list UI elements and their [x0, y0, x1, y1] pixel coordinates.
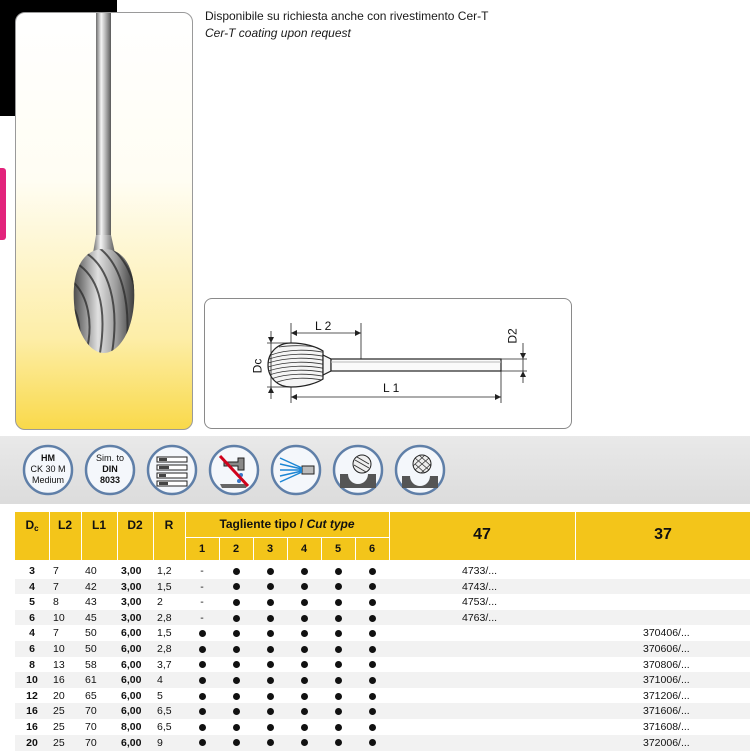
cut-available-dot	[267, 677, 274, 684]
cut-available-dot	[335, 583, 342, 590]
cell-d2: 6,00	[121, 674, 142, 687]
cell-cut-2	[219, 703, 253, 719]
dimension-label-l2: L 2	[315, 319, 332, 333]
cut-available-dot	[267, 693, 274, 700]
cell-l2: 13	[53, 658, 65, 671]
cut-available-dot	[267, 708, 274, 715]
cut-available-dot	[369, 599, 376, 606]
cell-cut-1: -	[200, 596, 204, 609]
cut-available-dot	[369, 693, 376, 700]
cell-l2: 8	[53, 596, 59, 609]
cell-dc: 16	[26, 705, 38, 718]
coating-note-italian: Disponibile su richiesta anche con rivestimento Cer-T	[205, 9, 489, 23]
cut-available-dot	[301, 724, 308, 731]
cell-cut-2	[219, 563, 253, 579]
column-header-cut-type	[185, 517, 389, 531]
cut-available-dot	[267, 583, 274, 590]
cut-column-1: 1	[198, 543, 206, 555]
cut-available-dot	[267, 661, 274, 668]
cut-available-dot	[233, 739, 240, 746]
cut-available-dot	[369, 724, 376, 731]
cell-cut-3	[253, 688, 287, 704]
cut-available-dot	[369, 583, 376, 590]
cell-cut-6	[355, 579, 389, 595]
cell-l2: 20	[53, 689, 65, 702]
cell-cut-4	[287, 672, 321, 688]
cell-cut-4	[287, 657, 321, 673]
cut-available-dot	[369, 646, 376, 653]
cell-ref-47	[462, 719, 572, 735]
header-divider	[185, 537, 389, 538]
burr-tool-image	[16, 13, 192, 429]
cell-cut-4	[287, 610, 321, 626]
cell-cut-5	[321, 688, 355, 704]
cell-cut-6	[355, 688, 389, 704]
cell-cut-4	[287, 563, 321, 579]
cell-l1: 50	[85, 627, 97, 640]
cell-cut-3	[253, 703, 287, 719]
cell-ref-47: 4763/...	[462, 611, 498, 624]
cell-ref-37: 372006/...	[643, 736, 690, 749]
cell-ref-47	[462, 672, 572, 688]
cell-dc: 5	[29, 596, 35, 609]
cell-r: 9	[157, 736, 163, 749]
table-row	[15, 641, 750, 657]
cell-cut-2	[219, 735, 253, 751]
cell-cut-2	[219, 641, 253, 657]
cell-dc: 12	[26, 689, 38, 702]
column-header-l1: L1	[91, 518, 106, 532]
cell-l2: 25	[53, 736, 65, 749]
cell-cut-5	[321, 594, 355, 610]
cell-dc: 4	[29, 627, 35, 640]
cell-r: 5	[157, 689, 163, 702]
cell-ref-47	[462, 625, 572, 641]
cell-d2: 6,00	[121, 689, 142, 702]
cell-ref-37: 371006/...	[643, 674, 690, 687]
table-row	[15, 672, 750, 688]
cell-ref-47: 4753/...	[462, 596, 498, 609]
cell-l1: 70	[85, 705, 97, 718]
cut-available-dot	[301, 568, 308, 575]
cell-ref-37: 371608/...	[643, 721, 690, 733]
cut-available-dot	[301, 708, 308, 715]
cut-available-dot	[301, 615, 308, 622]
cell-dc: 8	[29, 658, 35, 671]
standard-number: 8033	[99, 475, 121, 485]
cell-cut-6	[355, 672, 389, 688]
cut-available-dot	[233, 724, 240, 731]
cell-cut-6	[355, 657, 389, 673]
cell-l2: 7	[53, 627, 59, 640]
cell-ref-47	[462, 657, 572, 673]
column-header-dc-sub: c	[34, 524, 39, 533]
cell-r: 4	[157, 674, 163, 687]
cell-dc: 6	[29, 643, 35, 655]
cut-type-italian: Tagliente tipo /	[219, 517, 304, 531]
cell-dc: 20	[26, 736, 38, 749]
cell-cut-6	[355, 641, 389, 657]
cut-available-dot	[199, 661, 206, 668]
cell-cut-1	[185, 735, 219, 751]
cut-available-dot	[233, 693, 240, 700]
cell-l1: 70	[85, 721, 97, 733]
table-row	[15, 594, 750, 610]
cell-r: 6,5	[157, 705, 172, 718]
coating-note-english: Cer-T coating upon request	[205, 26, 351, 40]
cell-ref-47	[462, 703, 572, 719]
cut-available-dot	[335, 724, 342, 731]
cell-l1: 43	[85, 596, 97, 609]
table-row	[15, 657, 750, 673]
cell-cut-6	[355, 703, 389, 719]
cell-cut-5	[321, 657, 355, 673]
cell-cut-3	[253, 672, 287, 688]
cell-ref-37: 370406/...	[643, 627, 690, 640]
cell-cut-4	[287, 625, 321, 641]
cut-available-dot	[233, 615, 240, 622]
cut-column-3: 3	[266, 543, 274, 555]
standard-name: DIN	[102, 464, 118, 474]
cut-column-4: 4	[300, 543, 308, 555]
cell-cut-1: -	[200, 580, 204, 593]
cut-available-dot	[233, 568, 240, 575]
cut-available-dot	[267, 599, 274, 606]
cell-cut-5	[321, 719, 355, 735]
cell-r: 1,5	[157, 580, 172, 593]
cut-available-dot	[335, 708, 342, 715]
table-row	[15, 610, 750, 626]
cell-ref-37	[643, 579, 750, 595]
cell-cut-2	[219, 579, 253, 595]
cell-ref-37: 370806/...	[643, 658, 690, 671]
cut-available-dot	[267, 724, 274, 731]
cell-cut-1: -	[200, 611, 204, 624]
cell-l2: 10	[53, 643, 65, 655]
cell-d2: 6,00	[121, 705, 142, 718]
cell-d2: 3,00	[121, 565, 142, 577]
cell-cut-3	[253, 719, 287, 735]
cell-d2: 6,00	[121, 736, 142, 749]
table-row	[15, 563, 750, 579]
standard-prefix: Sim. to	[95, 453, 124, 463]
cut-type-icon	[332, 444, 384, 496]
cell-r: 2,8	[157, 611, 172, 624]
cut-available-dot	[301, 677, 308, 684]
column-header-37: 37	[654, 526, 672, 543]
cell-r: 6,5	[157, 721, 172, 733]
cell-cut-4	[287, 735, 321, 751]
cell-ref-47	[462, 688, 572, 704]
dimension-drawing	[204, 298, 572, 429]
cell-cut-1	[185, 703, 219, 719]
cell-r: 1,5	[157, 627, 172, 640]
cut-available-dot	[267, 615, 274, 622]
cut-available-dot	[369, 677, 376, 684]
cell-cut-5	[321, 672, 355, 688]
table-row	[15, 579, 750, 595]
cut-available-dot	[335, 661, 342, 668]
cell-d2: 6,00	[121, 627, 142, 640]
cut-available-dot	[335, 615, 342, 622]
cell-ref-37: 370606/...	[643, 643, 690, 655]
cell-dc: 6	[29, 611, 35, 624]
cut-column-5: 5	[334, 543, 342, 555]
cell-cut-3	[253, 641, 287, 657]
cut-available-dot	[199, 693, 206, 700]
cell-d2: 3,00	[121, 580, 142, 593]
product-image-panel	[15, 12, 193, 430]
cell-dc: 16	[26, 721, 38, 733]
cell-cut-2	[219, 610, 253, 626]
cut-available-dot	[233, 677, 240, 684]
cell-cut-2	[219, 688, 253, 704]
cut-available-dot	[199, 646, 206, 653]
cell-cut-1	[185, 688, 219, 704]
cut-available-dot	[335, 568, 342, 575]
cell-l1: 42	[85, 580, 97, 593]
cut-available-dot	[199, 724, 206, 731]
cell-cut-3	[253, 579, 287, 595]
dimension-label-l1: L 1	[383, 381, 400, 395]
cell-d2: 6,00	[121, 643, 142, 655]
cell-ref-37: 371606/...	[643, 705, 690, 718]
dimension-label-d2: D2	[505, 328, 520, 344]
cut-available-dot	[267, 630, 274, 637]
table-row	[15, 688, 750, 704]
cut-available-dot	[199, 739, 206, 746]
cell-l1: 70	[85, 736, 97, 749]
cut-available-dot	[267, 739, 274, 746]
cut-column-6: 6	[368, 543, 376, 555]
cell-cut-1	[185, 625, 219, 641]
cell-ref-47	[462, 641, 572, 657]
dimension-label-dc: Dc	[250, 358, 265, 374]
material-badge-icon	[22, 444, 74, 496]
cut-available-dot	[369, 615, 376, 622]
cut-available-dot	[335, 677, 342, 684]
cell-cut-1	[185, 657, 219, 673]
cut-available-dot	[199, 708, 206, 715]
cut-available-dot	[301, 646, 308, 653]
cell-r: 2	[157, 596, 163, 609]
cell-cut-6	[355, 625, 389, 641]
cell-cut-1	[185, 672, 219, 688]
cut-column-2: 2	[232, 543, 240, 555]
cell-cut-4	[287, 641, 321, 657]
cell-dc: 3	[29, 565, 35, 577]
cell-cut-2	[219, 657, 253, 673]
cell-cut-6	[355, 563, 389, 579]
table-row	[15, 735, 750, 751]
cell-r: 2,8	[157, 643, 172, 655]
cell-l2: 25	[53, 721, 65, 733]
cell-cut-2	[219, 625, 253, 641]
cell-l2: 16	[53, 674, 65, 687]
cell-cut-3	[253, 657, 287, 673]
cell-cut-6	[355, 719, 389, 735]
cell-ref-47: 4733/...	[462, 565, 498, 577]
column-header-r: R	[164, 518, 174, 532]
cell-dc: 4	[29, 580, 35, 593]
cell-cut-2	[219, 594, 253, 610]
cell-cut-1	[185, 641, 219, 657]
column-header-dc-main: D	[25, 518, 35, 532]
cut-available-dot	[369, 661, 376, 668]
cell-r: 3,7	[157, 658, 172, 671]
cell-cut-5	[321, 735, 355, 751]
cell-r: 1,2	[157, 565, 172, 577]
cell-dc: 10	[26, 674, 38, 687]
table-row	[15, 703, 750, 719]
cut-available-dot	[369, 708, 376, 715]
cut-available-dot	[199, 630, 206, 637]
cut-available-dot	[233, 599, 240, 606]
cell-d2: 6,00	[121, 658, 142, 671]
cell-l1: 61	[85, 674, 97, 687]
cut-available-dot	[369, 739, 376, 746]
cut-available-dot	[369, 568, 376, 575]
cell-cut-5	[321, 563, 355, 579]
cell-cut-5	[321, 625, 355, 641]
cell-d2: 8,00	[121, 721, 142, 733]
cell-l2: 25	[53, 705, 65, 718]
material-spec: CK 30 M	[30, 464, 66, 474]
cell-l1: 58	[85, 658, 97, 671]
cell-cut-2	[219, 719, 253, 735]
cell-cut-3	[253, 563, 287, 579]
cell-cut-6	[355, 735, 389, 751]
cut-available-dot	[301, 599, 308, 606]
cell-cut-3	[253, 594, 287, 610]
cell-cut-5	[321, 703, 355, 719]
cut-available-dot	[233, 646, 240, 653]
cut-available-dot	[369, 630, 376, 637]
cut-available-dot	[301, 583, 308, 590]
cell-cut-1	[185, 719, 219, 735]
column-header-l2: L2	[57, 518, 72, 532]
cell-ref-37: 371206/...	[643, 689, 690, 702]
cell-ref-37	[643, 563, 750, 579]
cell-l1: 65	[85, 689, 97, 702]
column-header-47: 47	[473, 526, 491, 543]
air-blast-icon	[270, 444, 322, 496]
standard-badge-icon	[84, 444, 136, 496]
cut-available-dot	[267, 646, 274, 653]
cut-available-dot	[335, 630, 342, 637]
cut-available-dot	[233, 708, 240, 715]
cut-available-dot	[233, 661, 240, 668]
cell-cut-4	[287, 719, 321, 735]
cut-available-dot	[233, 630, 240, 637]
cell-d2: 3,00	[121, 611, 142, 624]
cell-ref-47	[462, 735, 572, 751]
cut-available-dot	[301, 661, 308, 668]
cell-cut-3	[253, 735, 287, 751]
cell-cut-6	[355, 610, 389, 626]
cell-d2: 3,00	[121, 596, 142, 609]
material-hardness: Medium	[31, 475, 64, 485]
cell-l1: 40	[85, 565, 97, 577]
cell-l1: 45	[85, 611, 97, 624]
cut-available-dot	[199, 677, 206, 684]
cut-available-dot	[301, 739, 308, 746]
cell-cut-2	[219, 672, 253, 688]
cell-cut-4	[287, 594, 321, 610]
material-grade: HM	[41, 453, 55, 463]
cut-available-dot	[335, 693, 342, 700]
application-icon	[146, 444, 198, 496]
table-row	[15, 719, 750, 735]
cell-cut-3	[253, 610, 287, 626]
cut-available-dot	[233, 583, 240, 590]
cell-l1: 50	[85, 643, 97, 655]
cell-l2: 7	[53, 580, 59, 593]
section-tab-marker	[0, 168, 6, 240]
cut-type-english: Cut type	[306, 517, 355, 531]
cut-available-dot	[335, 599, 342, 606]
cell-cut-5	[321, 641, 355, 657]
cell-cut-6	[355, 594, 389, 610]
cell-cut-3	[253, 625, 287, 641]
cell-ref-37	[643, 594, 750, 610]
cell-cut-4	[287, 703, 321, 719]
cell-ref-47: 4743/...	[462, 580, 498, 593]
cell-cut-5	[321, 610, 355, 626]
column-header-dc	[15, 518, 49, 533]
cell-cut-1: -	[200, 565, 204, 577]
cut-available-dot	[301, 630, 308, 637]
cell-cut-4	[287, 579, 321, 595]
cell-ref-37	[643, 610, 750, 626]
table-row	[15, 625, 750, 641]
cut-available-dot	[301, 693, 308, 700]
diamond-cut-icon	[394, 444, 446, 496]
cell-cut-4	[287, 688, 321, 704]
cell-cut-5	[321, 579, 355, 595]
cell-l2: 10	[53, 611, 65, 624]
cut-available-dot	[335, 646, 342, 653]
column-header-d2: D2	[127, 518, 143, 532]
cell-l2: 7	[53, 565, 59, 577]
cut-available-dot	[335, 739, 342, 746]
cut-available-dot	[267, 568, 274, 575]
no-coolant-icon	[208, 444, 260, 496]
